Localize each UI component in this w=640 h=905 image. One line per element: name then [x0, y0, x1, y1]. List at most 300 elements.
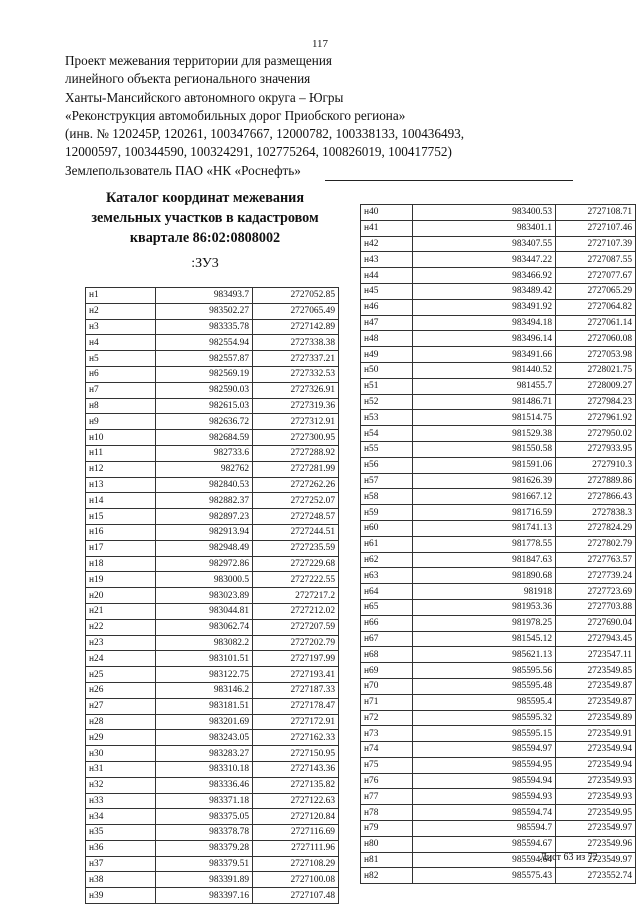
y-coordinate-cell: 2727984.23: [556, 394, 636, 410]
y-coordinate-cell: 2727248.57: [253, 509, 339, 525]
point-id-cell: н55: [361, 441, 413, 457]
table-row: [361, 220, 636, 236]
y-coordinate-cell: 2727723.69: [556, 584, 636, 600]
catalog-title-line: квартале 86:02:0808002: [129, 230, 281, 246]
point-id-cell: н1: [86, 288, 156, 304]
x-coordinate-cell: 983371.18: [156, 793, 253, 809]
y-coordinate-cell: 2727052.85: [253, 288, 339, 304]
point-id-cell: н65: [361, 599, 413, 615]
header-line: Ханты-Мансийского автономного округа – Югры: [65, 89, 344, 105]
table-row: [361, 552, 636, 568]
table-row: [361, 283, 636, 299]
point-id-cell: н21: [86, 603, 156, 619]
point-id-cell: н73: [361, 726, 413, 742]
point-id-cell: н22: [86, 619, 156, 635]
table-row: [361, 347, 636, 363]
y-coordinate-cell: 2727244.51: [253, 524, 339, 540]
y-coordinate-cell: 2727889.86: [556, 473, 636, 489]
y-coordinate-cell: 2727690.04: [556, 615, 636, 631]
table-row: [86, 746, 339, 762]
x-coordinate-cell: 983447.22: [413, 252, 556, 268]
y-coordinate-cell: 2727111.96: [253, 840, 339, 856]
y-coordinate-cell: 2727235.59: [253, 540, 339, 556]
y-coordinate-cell: 2723549.85: [556, 663, 636, 679]
x-coordinate-cell: 982948.49: [156, 540, 253, 556]
x-coordinate-cell: 981529.38: [413, 426, 556, 442]
y-coordinate-cell: 2727150.95: [253, 746, 339, 762]
table-row: [86, 445, 339, 461]
y-coordinate-cell: 2727197.99: [253, 651, 339, 667]
point-id-cell: н11: [86, 445, 156, 461]
x-coordinate-cell: 983023.89: [156, 588, 253, 604]
point-id-cell: н5: [86, 351, 156, 367]
y-coordinate-cell: 2727802.79: [556, 536, 636, 552]
table-row: [361, 205, 636, 221]
table-row: [361, 568, 636, 584]
x-coordinate-cell: 981545.12: [413, 631, 556, 647]
table-row: [86, 366, 339, 382]
x-coordinate-cell: 981486.71: [413, 394, 556, 410]
y-coordinate-cell: 2727178.47: [253, 698, 339, 714]
point-id-cell: н20: [86, 588, 156, 604]
table-row: [361, 441, 636, 457]
y-coordinate-cell: 2723549.93: [556, 773, 636, 789]
point-id-cell: н30: [86, 746, 156, 762]
y-coordinate-cell: 2727319.36: [253, 398, 339, 414]
x-coordinate-cell: 985575.43: [413, 868, 556, 884]
plot-label: :ЗУ3: [191, 256, 219, 271]
table-row: [361, 773, 636, 789]
point-id-cell: н62: [361, 552, 413, 568]
table-row: [361, 394, 636, 410]
point-id-cell: н66: [361, 615, 413, 631]
table-row: [86, 619, 339, 635]
y-coordinate-cell: 2727116.69: [253, 825, 339, 841]
x-coordinate-cell: 981716.59: [413, 505, 556, 521]
point-id-cell: н14: [86, 493, 156, 509]
table-row: [361, 362, 636, 378]
header-line: 12000597, 100344590, 100324291, 102775264, 100826019, 100417752): [65, 144, 452, 160]
y-coordinate-cell: 2727338.38: [253, 335, 339, 351]
x-coordinate-cell: 985594.64: [413, 852, 556, 868]
point-id-cell: н70: [361, 678, 413, 694]
point-id-cell: н8: [86, 398, 156, 414]
point-id-cell: н64: [361, 584, 413, 600]
point-id-cell: н28: [86, 714, 156, 730]
x-coordinate-cell: 983466.92: [413, 268, 556, 284]
point-id-cell: н34: [86, 809, 156, 825]
point-id-cell: н37: [86, 856, 156, 872]
y-coordinate-cell: 2727087.55: [556, 252, 636, 268]
x-coordinate-cell: 983146.2: [156, 682, 253, 698]
point-id-cell: н81: [361, 852, 413, 868]
point-id-cell: н17: [86, 540, 156, 556]
point-id-cell: н10: [86, 430, 156, 446]
x-coordinate-cell: 985595.48: [413, 678, 556, 694]
table-row: [361, 268, 636, 284]
point-id-cell: н29: [86, 730, 156, 746]
table-row: [86, 335, 339, 351]
y-coordinate-cell: 2727053.98: [556, 347, 636, 363]
land-user-underline: [325, 180, 573, 181]
y-coordinate-cell: 2723549.94: [556, 757, 636, 773]
x-coordinate-cell: 983378.78: [156, 825, 253, 841]
x-coordinate-cell: 983082.2: [156, 635, 253, 651]
table-row: [361, 678, 636, 694]
y-coordinate-cell: 2727207.59: [253, 619, 339, 635]
y-coordinate-cell: 2727326.91: [253, 382, 339, 398]
y-coordinate-cell: 2727172.91: [253, 714, 339, 730]
y-coordinate-cell: 2727162.33: [253, 730, 339, 746]
x-coordinate-cell: 983310.18: [156, 761, 253, 777]
table-row: [361, 315, 636, 331]
x-coordinate-cell: 983489.42: [413, 283, 556, 299]
x-coordinate-cell: 985595.32: [413, 710, 556, 726]
table-row: [86, 509, 339, 525]
point-id-cell: н31: [86, 761, 156, 777]
point-id-cell: н77: [361, 789, 413, 805]
y-coordinate-cell: 2727135.82: [253, 777, 339, 793]
point-id-cell: н33: [86, 793, 156, 809]
table-row: [361, 378, 636, 394]
y-coordinate-cell: 2727300.95: [253, 430, 339, 446]
point-id-cell: н48: [361, 331, 413, 347]
table-row: [86, 872, 339, 888]
table-row: [86, 303, 339, 319]
table-row: [361, 536, 636, 552]
y-coordinate-cell: 2728021.75: [556, 362, 636, 378]
table-row: [86, 667, 339, 683]
table-row: [361, 836, 636, 852]
x-coordinate-cell: 983379.51: [156, 856, 253, 872]
x-coordinate-cell: 983502.27: [156, 303, 253, 319]
table-row: [361, 742, 636, 758]
table-row: [361, 252, 636, 268]
y-coordinate-cell: 2727222.55: [253, 572, 339, 588]
point-id-cell: н13: [86, 477, 156, 493]
x-coordinate-cell: 981550.58: [413, 441, 556, 457]
y-coordinate-cell: 2727332.53: [253, 366, 339, 382]
table-row: [86, 588, 339, 604]
x-coordinate-cell: 982636.72: [156, 414, 253, 430]
y-coordinate-cell: 2728009.27: [556, 378, 636, 394]
x-coordinate-cell: 981978.25: [413, 615, 556, 631]
x-coordinate-cell: 982897.23: [156, 509, 253, 525]
x-coordinate-cell: 983491.92: [413, 299, 556, 315]
y-coordinate-cell: 2723549.89: [556, 710, 636, 726]
x-coordinate-cell: 981890.68: [413, 568, 556, 584]
table-row: [86, 603, 339, 619]
x-coordinate-cell: 985594.7: [413, 821, 556, 837]
x-coordinate-cell: 985595.15: [413, 726, 556, 742]
x-coordinate-cell: 982840.53: [156, 477, 253, 493]
document-header: [65, 52, 585, 180]
point-id-cell: н15: [86, 509, 156, 525]
point-id-cell: н36: [86, 840, 156, 856]
x-coordinate-cell: 983391.89: [156, 872, 253, 888]
x-coordinate-cell: 982590.03: [156, 382, 253, 398]
y-coordinate-cell: 2727077.67: [556, 268, 636, 284]
y-coordinate-cell: 2727252.07: [253, 493, 339, 509]
point-id-cell: н52: [361, 394, 413, 410]
table-row: [361, 789, 636, 805]
point-id-cell: н46: [361, 299, 413, 315]
y-coordinate-cell: 2727108.29: [253, 856, 339, 872]
point-id-cell: н16: [86, 524, 156, 540]
y-coordinate-cell: 2727061.14: [556, 315, 636, 331]
table-row: [86, 809, 339, 825]
x-coordinate-cell: 981918: [413, 584, 556, 600]
table-row: [361, 631, 636, 647]
point-id-cell: н24: [86, 651, 156, 667]
table-row: [361, 710, 636, 726]
point-id-cell: н75: [361, 757, 413, 773]
x-coordinate-cell: 982913.94: [156, 524, 253, 540]
point-id-cell: н72: [361, 710, 413, 726]
y-coordinate-cell: 2727933.95: [556, 441, 636, 457]
table-row: [86, 477, 339, 493]
point-id-cell: н78: [361, 805, 413, 821]
x-coordinate-cell: 983201.69: [156, 714, 253, 730]
y-coordinate-cell: 2727229.68: [253, 556, 339, 572]
x-coordinate-cell: 982972.86: [156, 556, 253, 572]
table-row: [361, 599, 636, 615]
table-row: [361, 757, 636, 773]
x-coordinate-cell: 983336.46: [156, 777, 253, 793]
point-id-cell: н67: [361, 631, 413, 647]
table-row: [361, 805, 636, 821]
table-row: [361, 726, 636, 742]
point-id-cell: н79: [361, 821, 413, 837]
point-id-cell: н43: [361, 252, 413, 268]
table-row: [86, 825, 339, 841]
point-id-cell: н63: [361, 568, 413, 584]
point-id-cell: н68: [361, 647, 413, 663]
land-user-line: Землепользователь ПАО «НК «Роснефть»: [65, 162, 301, 178]
table-row: [86, 840, 339, 856]
y-coordinate-cell: 2727262.26: [253, 477, 339, 493]
x-coordinate-cell: 983400.53: [413, 205, 556, 221]
table-row: [86, 856, 339, 872]
y-coordinate-cell: 2727107.48: [253, 888, 339, 904]
point-id-cell: н41: [361, 220, 413, 236]
x-coordinate-cell: 982554.94: [156, 335, 253, 351]
y-coordinate-cell: 2727100.08: [253, 872, 339, 888]
point-id-cell: н59: [361, 505, 413, 521]
x-coordinate-cell: 983401.1: [413, 220, 556, 236]
y-coordinate-cell: 2727824.29: [556, 520, 636, 536]
y-coordinate-cell: 2723547.11: [556, 647, 636, 663]
point-id-cell: н60: [361, 520, 413, 536]
point-id-cell: н49: [361, 347, 413, 363]
table-row: [86, 714, 339, 730]
y-coordinate-cell: 2727122.63: [253, 793, 339, 809]
y-coordinate-cell: 2727312.91: [253, 414, 339, 430]
point-id-cell: н80: [361, 836, 413, 852]
x-coordinate-cell: 982762: [156, 461, 253, 477]
y-coordinate-cell: 2727337.21: [253, 351, 339, 367]
table-row: [86, 493, 339, 509]
table-row: [86, 777, 339, 793]
point-id-cell: н76: [361, 773, 413, 789]
x-coordinate-cell: 982557.87: [156, 351, 253, 367]
table-row: [86, 651, 339, 667]
x-coordinate-cell: 983122.75: [156, 667, 253, 683]
point-id-cell: н39: [86, 888, 156, 904]
header-line: линейного объекта регионального значения: [65, 71, 311, 87]
y-coordinate-cell: 2727212.02: [253, 603, 339, 619]
header-line: (инв. № 120245Р, 120261, 100347667, 12000782, 100338133, 100436493,: [65, 126, 465, 142]
y-coordinate-cell: 2723549.87: [556, 694, 636, 710]
x-coordinate-cell: 981440.52: [413, 362, 556, 378]
point-id-cell: н54: [361, 426, 413, 442]
point-id-cell: н69: [361, 663, 413, 679]
point-id-cell: н47: [361, 315, 413, 331]
y-coordinate-cell: 2727187.33: [253, 682, 339, 698]
y-coordinate-cell: 2727202.79: [253, 635, 339, 651]
y-coordinate-cell: 2727107.46: [556, 220, 636, 236]
x-coordinate-cell: 981778.55: [413, 536, 556, 552]
x-coordinate-cell: 983283.27: [156, 746, 253, 762]
x-coordinate-cell: 983044.81: [156, 603, 253, 619]
coordinates-table-left: [85, 287, 339, 904]
table-row: [361, 868, 636, 884]
table-row: [361, 615, 636, 631]
y-coordinate-cell: 2727060.08: [556, 331, 636, 347]
table-row: [361, 584, 636, 600]
x-coordinate-cell: 981953.36: [413, 599, 556, 615]
point-id-cell: н26: [86, 682, 156, 698]
point-id-cell: н51: [361, 378, 413, 394]
table-row: [361, 489, 636, 505]
x-coordinate-cell: 983496.14: [413, 331, 556, 347]
coordinates-table-right: [360, 204, 636, 884]
y-coordinate-cell: 2723549.91: [556, 726, 636, 742]
x-coordinate-cell: 985594.67: [413, 836, 556, 852]
y-coordinate-cell: 2727961.92: [556, 410, 636, 426]
point-id-cell: н38: [86, 872, 156, 888]
point-id-cell: н57: [361, 473, 413, 489]
point-id-cell: н32: [86, 777, 156, 793]
point-id-cell: н82: [361, 868, 413, 884]
y-coordinate-cell: 2727703.88: [556, 599, 636, 615]
header-line: «Реконструкция автомобильных дорог Приобского региона»: [65, 107, 406, 123]
y-coordinate-cell: 2727910.3: [556, 457, 636, 473]
y-coordinate-cell: 2727866.43: [556, 489, 636, 505]
x-coordinate-cell: 983000.5: [156, 572, 253, 588]
page-number: 117: [311, 38, 329, 50]
sheet-counter: Лист 63 из 72: [540, 852, 598, 863]
point-id-cell: н27: [86, 698, 156, 714]
x-coordinate-cell: 983379.28: [156, 840, 253, 856]
table-row: [86, 793, 339, 809]
table-row: [361, 663, 636, 679]
table-row: [86, 698, 339, 714]
table-row: [86, 540, 339, 556]
table-row: [86, 414, 339, 430]
x-coordinate-cell: 985594.95: [413, 757, 556, 773]
table-row: [86, 556, 339, 572]
x-coordinate-cell: 981514.75: [413, 410, 556, 426]
x-coordinate-cell: 982569.19: [156, 366, 253, 382]
point-id-cell: н61: [361, 536, 413, 552]
y-coordinate-cell: 2727142.89: [253, 319, 339, 335]
y-coordinate-cell: 2727838.3: [556, 505, 636, 521]
y-coordinate-cell: 2723549.87: [556, 678, 636, 694]
table-row: [361, 426, 636, 442]
table-row: [86, 461, 339, 477]
table-row: [361, 520, 636, 536]
x-coordinate-cell: 981667.12: [413, 489, 556, 505]
y-coordinate-cell: 2727281.99: [253, 461, 339, 477]
y-coordinate-cell: 2727065.29: [556, 283, 636, 299]
x-coordinate-cell: 985621.13: [413, 647, 556, 663]
x-coordinate-cell: 981847.63: [413, 552, 556, 568]
x-coordinate-cell: 982615.03: [156, 398, 253, 414]
x-coordinate-cell: 983243.05: [156, 730, 253, 746]
table-row: [361, 236, 636, 252]
y-coordinate-cell: 2723549.95: [556, 805, 636, 821]
y-coordinate-cell: 2723549.96: [556, 836, 636, 852]
header-line: Проект межевания территории для размещения: [65, 53, 332, 68]
table-row: [361, 473, 636, 489]
x-coordinate-cell: 985594.94: [413, 773, 556, 789]
table-row: [361, 694, 636, 710]
y-coordinate-cell: 2727763.57: [556, 552, 636, 568]
table-row: [361, 505, 636, 521]
point-id-cell: н18: [86, 556, 156, 572]
point-id-cell: н12: [86, 461, 156, 477]
table-row: [86, 682, 339, 698]
x-coordinate-cell: 982684.59: [156, 430, 253, 446]
y-coordinate-cell: 2723549.97: [556, 852, 636, 868]
x-coordinate-cell: 981591.06: [413, 457, 556, 473]
point-id-cell: н25: [86, 667, 156, 683]
x-coordinate-cell: 981626.39: [413, 473, 556, 489]
y-coordinate-cell: 2723549.97: [556, 821, 636, 837]
point-id-cell: н2: [86, 303, 156, 319]
y-coordinate-cell: 2727943.45: [556, 631, 636, 647]
point-id-cell: н4: [86, 335, 156, 351]
point-id-cell: н56: [361, 457, 413, 473]
point-id-cell: н6: [86, 366, 156, 382]
x-coordinate-cell: 983101.51: [156, 651, 253, 667]
table-row: [361, 331, 636, 347]
y-coordinate-cell: 2727065.49: [253, 303, 339, 319]
y-coordinate-cell: 2727108.71: [556, 205, 636, 221]
point-id-cell: н44: [361, 268, 413, 284]
point-id-cell: н50: [361, 362, 413, 378]
catalog-title-line: Каталог координат межевания: [105, 190, 304, 206]
x-coordinate-cell: 983335.78: [156, 319, 253, 335]
table-row: [361, 647, 636, 663]
x-coordinate-cell: 983181.51: [156, 698, 253, 714]
table-row: [86, 572, 339, 588]
x-coordinate-cell: 983407.55: [413, 236, 556, 252]
y-coordinate-cell: 2727143.36: [253, 761, 339, 777]
y-coordinate-cell: 2727064.82: [556, 299, 636, 315]
point-id-cell: н58: [361, 489, 413, 505]
x-coordinate-cell: 985595.56: [413, 663, 556, 679]
table-row: [86, 351, 339, 367]
point-id-cell: н23: [86, 635, 156, 651]
x-coordinate-cell: 983493.7: [156, 288, 253, 304]
y-coordinate-cell: 2727120.84: [253, 809, 339, 825]
y-coordinate-cell: 2727193.41: [253, 667, 339, 683]
x-coordinate-cell: 983397.16: [156, 888, 253, 904]
y-coordinate-cell: 2727107.39: [556, 236, 636, 252]
point-id-cell: н45: [361, 283, 413, 299]
